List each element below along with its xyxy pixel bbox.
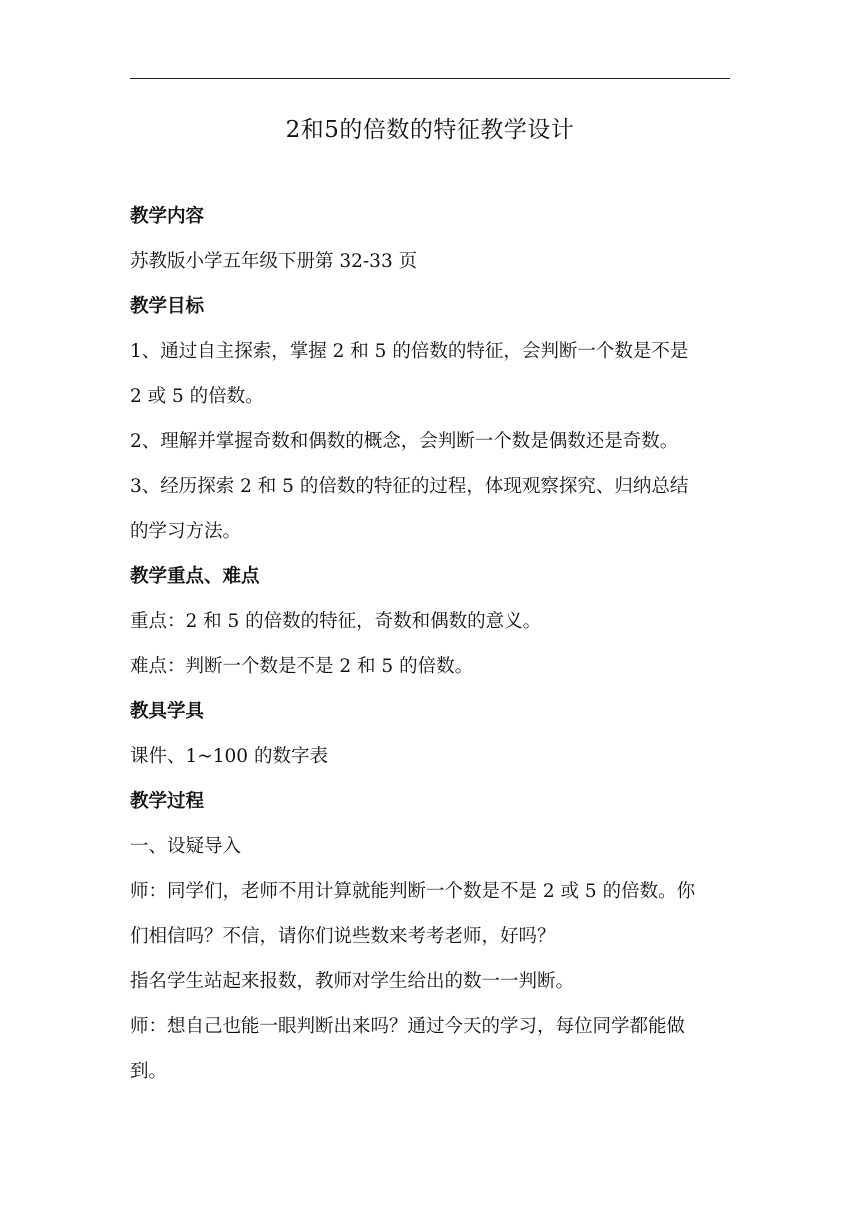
text-line: 3、经历探索 2 和 5 的倍数的特征的过程，体现观察探究、归纳总结	[130, 476, 689, 497]
text-line: 师：想自己也能一眼判断出来吗？通过今天的学习，每位同学都能做	[130, 1016, 686, 1037]
header-rule	[130, 78, 730, 79]
text-line: 重点：2 和 5 的倍数的特征，奇数和偶数的意义。	[130, 611, 542, 632]
text-line: 苏教版小学五年级下册第 32-33 页	[130, 251, 418, 272]
text-line: 难点：判断一个数是不是 2 和 5 的倍数。	[130, 656, 474, 677]
text-line: 1、通过自主探索，掌握 2 和 5 的倍数的特征，会判断一个数是不是	[130, 341, 689, 362]
document-title: 2和5的倍数的特征教学设计	[285, 117, 575, 143]
section-heading-key-points: 教学重点、难点	[130, 566, 260, 587]
text-line: 到。	[130, 1061, 168, 1082]
text-line: 指名学生站起来报数，教师对学生给出的数一一判断。	[130, 971, 575, 992]
section-heading-content: 教学内容	[130, 206, 205, 227]
text-line: 的学习方法。	[130, 521, 242, 542]
text-line: 师：同学们，老师不用计算就能判断一个数是不是 2 或 5 的倍数。你	[130, 881, 696, 902]
section-heading-process: 教学过程	[130, 791, 205, 812]
section-heading-materials: 教具学具	[130, 701, 205, 722]
section-heading-objectives: 教学目标	[130, 296, 205, 317]
text-line: 2、理解并掌握奇数和偶数的概念，会判断一个数是偶数还是奇数。	[130, 431, 679, 452]
text-line: 一、设疑导入	[130, 836, 242, 857]
text-line: 2 或 5 的倍数。	[130, 386, 264, 407]
text-line: 课件、1~100 的数字表	[130, 746, 328, 767]
text-line: 们相信吗？不信，请你们说些数来考考老师，好吗？	[130, 926, 556, 947]
